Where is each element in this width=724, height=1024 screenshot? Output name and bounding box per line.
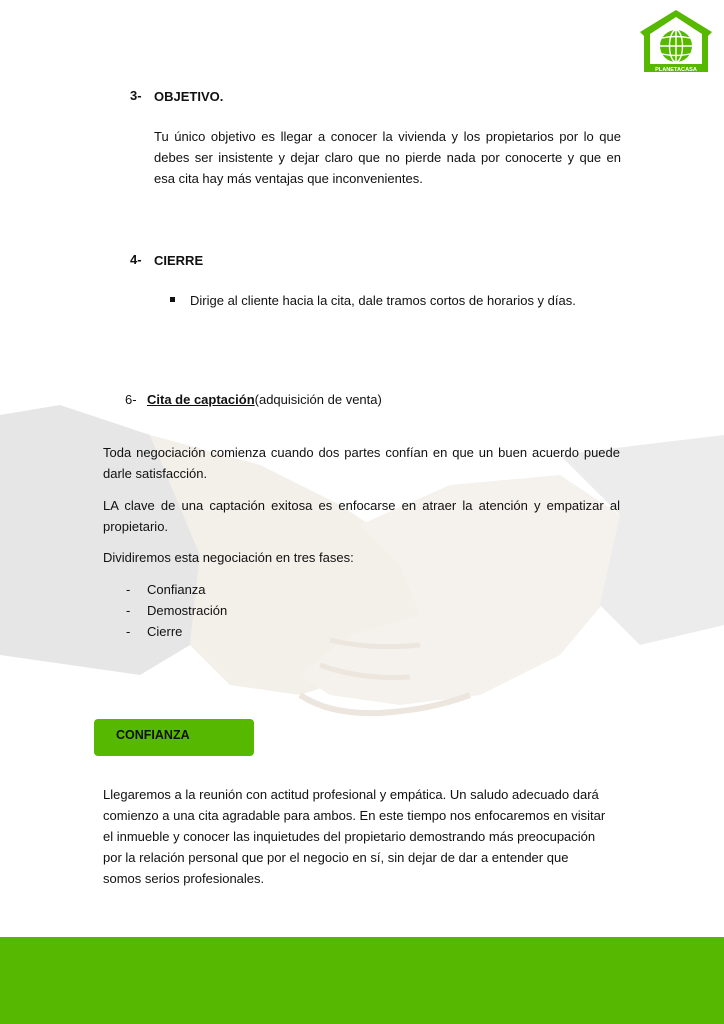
phase-item: Confianza — [147, 582, 206, 597]
planetacasa-logo-icon — [638, 8, 714, 74]
section6-number: 6- — [125, 392, 137, 407]
section3-line: Tu único objetivo es llegar a conocer la vivienda y los propietarios por lo que — [154, 129, 621, 144]
footer-band — [0, 937, 724, 1024]
body-paragraph-1 — [103, 442, 620, 484]
confianza-paragraph — [103, 784, 623, 889]
confianza-badge-label: CONFIANZA — [116, 728, 190, 742]
section4-number: 4- — [130, 252, 142, 267]
section3-number: 3- — [130, 88, 142, 103]
confianza-badge — [94, 719, 254, 756]
confianza-line: el inmueble y conocer las inquietudes del propietario demostrando más preocupación — [103, 829, 596, 844]
confianza-line: comienzo a una cita agradable para ambos. En este tiempo nos enfocaremos en visitar — [103, 808, 606, 823]
section3-line: debes ser insistente y dejar claro que no pierde nada por conocerte y que en — [154, 150, 621, 165]
confianza-line: Llegaremos a la reunión con actitud profesional y empática. Un saludo adecuado dará — [103, 787, 599, 802]
phase-item: Demostración — [147, 603, 228, 618]
section3-heading: OBJETIVO. — [154, 89, 224, 104]
confianza-line: somos serios profesionales. — [103, 871, 265, 886]
body-line: LA clave de una captación exitosa es enfocarse en atraer la atención y empatizar al — [103, 498, 620, 513]
section6-title: Cita de captación — [147, 392, 255, 407]
body-paragraph-2 — [103, 495, 620, 537]
section3-paragraph — [154, 126, 621, 189]
section6-subtitle: (adquisición de venta) — [254, 392, 382, 407]
confianza-line: por la relación personal que por el negocio en sí, sin dejar de dar a entender que — [103, 850, 569, 865]
body-line: darle satisfacción. — [103, 466, 208, 481]
section6-title-line — [147, 389, 382, 410]
phase-item: Cierre — [147, 624, 183, 639]
logo-text: PLANETACASA — [655, 67, 697, 73]
body-line: Toda negociación comienza cuando dos partes confían en que un buen acuerdo puede — [103, 445, 620, 460]
body-line: propietario. — [103, 519, 169, 534]
dash-bullet: - — [126, 582, 131, 597]
square-bullet-icon — [170, 297, 175, 302]
dash-bullet: - — [126, 603, 131, 618]
section4-bullet-text: Dirige al cliente hacia la cita, dale tramos cortos de horarios y días. — [190, 293, 576, 308]
dash-bullet: - — [126, 624, 131, 639]
section3-line: esa cita hay más ventajas que inconvenientes. — [154, 171, 423, 186]
section4-heading: CIERRE — [154, 253, 204, 268]
body-paragraph-3: Dividiremos esta negociación en tres fases: — [103, 550, 354, 565]
